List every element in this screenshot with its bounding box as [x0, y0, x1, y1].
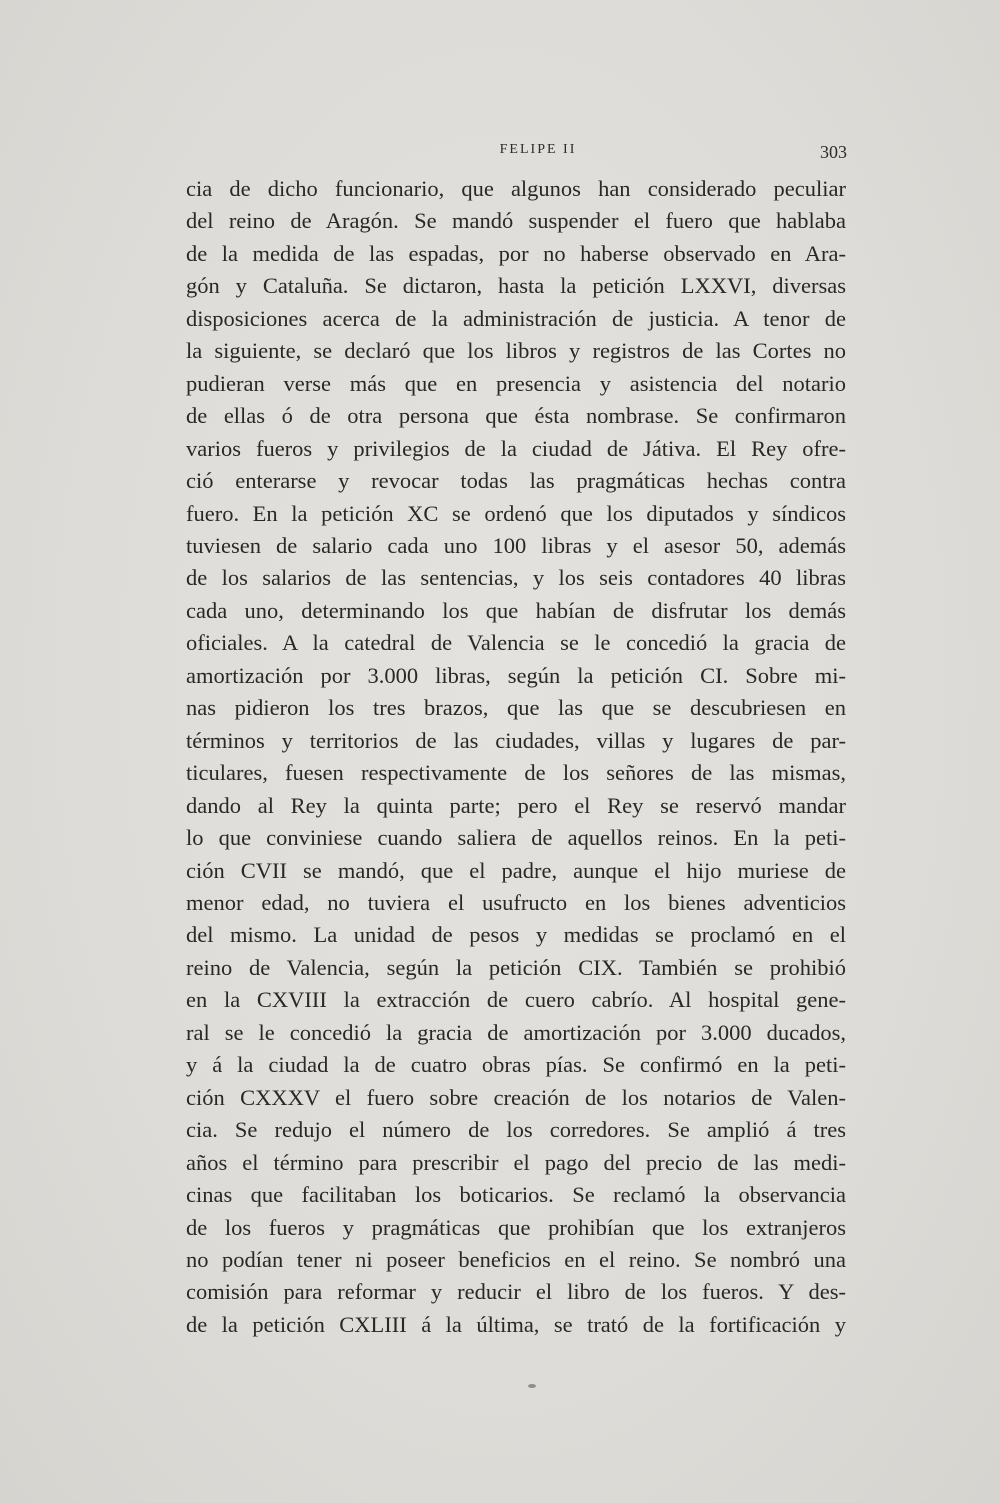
text-line: comisión para reformar y reducir el libro de los fueros. Y des- — [186, 1279, 846, 1305]
text-line: ción CXXXV el fuero sobre creación de los notarios de Valen- — [186, 1084, 846, 1110]
text-line: pudieran verse más que en presencia y asistencia del notario — [186, 370, 846, 396]
text-line: años el término para prescribir el pago del precio de las medi- — [186, 1149, 846, 1175]
text-line: ral se le concedió la gracia de amortización por 3.000 ducados, — [186, 1019, 846, 1045]
text-line: de ellas ó de otra persona que ésta nombrase. Se confirmaron — [186, 403, 846, 429]
text-line: gón y Cataluña. Se dictaron, hasta la petición LXXVI, diversas — [186, 273, 846, 299]
text-line: menor edad, no tuviera el usufructo en los bienes adventicios — [186, 889, 846, 915]
page-number: 303 — [820, 142, 847, 162]
text-line: disposiciones acerca de la administración de justicia. A tenor de — [186, 305, 846, 331]
text-line: del mismo. La unidad de pesos y medidas se proclamó en el — [186, 922, 846, 948]
text-line: del reino de Aragón. Se mandó suspender el fuero que hablaba — [186, 208, 846, 234]
text-line: de los fueros y pragmáticas que prohibían que los extranjeros — [186, 1214, 846, 1240]
text-line: ció enterarse y revocar todas las pragmáticas hechas contra — [186, 468, 846, 494]
text-line: y á la ciudad la de cuatro obras pías. Se confirmó en la peti- — [186, 1052, 846, 1078]
text-line: amortización por 3.000 libras, según la petición CI. Sobre mi- — [186, 662, 846, 688]
paper-speck — [528, 1384, 536, 1388]
text-line: ción CVII se mandó, que el padre, aunque el hijo muriese de — [186, 857, 846, 883]
text-line: ticulares, fuesen respectivamente de los señores de las mismas, — [186, 760, 846, 786]
text-line: cada uno, determinando los que habían de disfrutar los demás — [186, 597, 846, 623]
text-line: no podían tener ni poseer beneficios en el reino. Se nombró una — [186, 1246, 846, 1272]
text-line: cinas que facilitaban los boticarios. Se reclamó la observancia — [186, 1182, 846, 1208]
text-line: varios fueros y privilegios de la ciudad de Játiva. El Rey ofre- — [186, 435, 846, 461]
text-line: de los salarios de las sentencias, y los seis contadores 40 libras — [186, 565, 846, 591]
text-line: lo que conviniese cuando saliera de aquellos reinos. En la peti- — [186, 825, 846, 851]
text-line: de la petición CXLIII á la última, se trató de la fortificación y — [186, 1311, 846, 1337]
text-line: cia de dicho funcionario, que algunos han considerado peculiar — [186, 176, 846, 201]
text-line: la siguiente, se declaró que los libros y registros de las Cortes no — [186, 338, 846, 364]
running-title: FELIPE II — [499, 142, 577, 157]
text-line: fuero. En la petición XC se ordenó que los diputados y síndicos — [186, 500, 846, 526]
running-head — [186, 142, 850, 166]
text-line: nas pidieron los tres brazos, que las que se descubriesen en — [186, 695, 846, 721]
text-line: en la CXVIII la extracción de cuero cabrío. Al hospital gene- — [186, 987, 846, 1013]
text-line: términos y territorios de las ciudades, villas y lugares de par- — [186, 727, 846, 753]
text-line: tuviesen de salario cada uno 100 libras y el asesor 50, además — [186, 532, 846, 558]
body-text — [186, 173, 846, 1341]
text-line: reino de Valencia, según la petición CIX. También se prohibió — [186, 954, 846, 980]
text-line: cia. Se redujo el número de los corredores. Se amplió á tres — [186, 1117, 846, 1143]
text-line: de la medida de las espadas, por no haberse observado en Ara- — [186, 240, 846, 266]
text-line: dando al Rey la quinta parte; pero el Rey se reservó mandar — [186, 792, 846, 818]
text-line: oficiales. A la catedral de Valencia se le concedió la gracia de — [186, 630, 846, 656]
